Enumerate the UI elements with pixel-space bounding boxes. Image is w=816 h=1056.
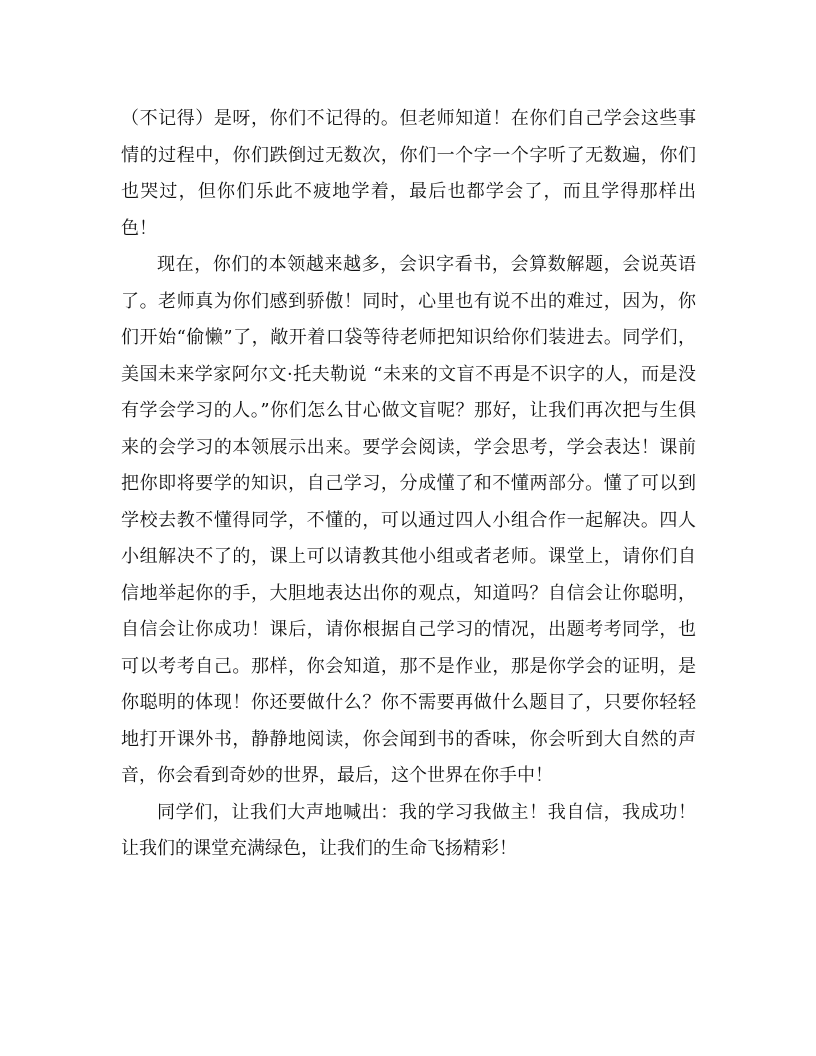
paragraph-2: 现在，你们的本领越来越多，会识字看书，会算数解题，会说英语了。老师真为你们感到骄傲！同时，心里也有说不出的难过，因为，你们开始“偷懒”了，敞开着口袋等待老师把知识给你们装进去。同学们，美国未来学家阿尔文·托夫勒说 “未来的文盲不再是不识字的人，而是没有学会学习的人。”你们怎么甘心做文盲呢？那好，让我们再次把与生俱来的会学习的本领展示出来。要学会阅读，学会思考，学会表达！课前把你即将要学的知识，自己学习，分成懂了和不懂两部分。懂了可以到学校去教不懂得同学，不懂的，可以通过四人小组合作一起解决。四人小组解决不了的，课上可以请教其他小组或者老师。课堂上，请你们自信地举起你的手，大胆地表达出你的观点，知道吗？自信会让你聪明，自信会让你成功！课后，请你根据自己学习的情况，出题考考同学，也可以考考自己。那样，你会知道，那不是作业，那是你学会的证明，是你聪明的体现！你还要做什么？你不需要再做什么题目了，只要你轻轻地打开课外书，静静地阅读，你会闻到书的香味，你会听到大自然的声音，你会看到奇妙的世界，最后，这个世界在你手中！ [121,254,696,786]
paragraph-1: （不记得）是呀，你们不记得的。但老师知道！在你们自己学会这些事情的过程中，你们跌倒过无数次，你们一个字一个字听了无数遍，你们也哭过，但你们乐此不疲地学着，最后也都学会了，而且学得那样出色！ [121,108,696,239]
paragraph-3: 同学们，让我们大声地喊出：我的学习我做主！我自信，我成功！让我们的课堂充满绿色，让我们的生命飞扬精彩！ [121,801,696,859]
document-body [121,101,696,868]
